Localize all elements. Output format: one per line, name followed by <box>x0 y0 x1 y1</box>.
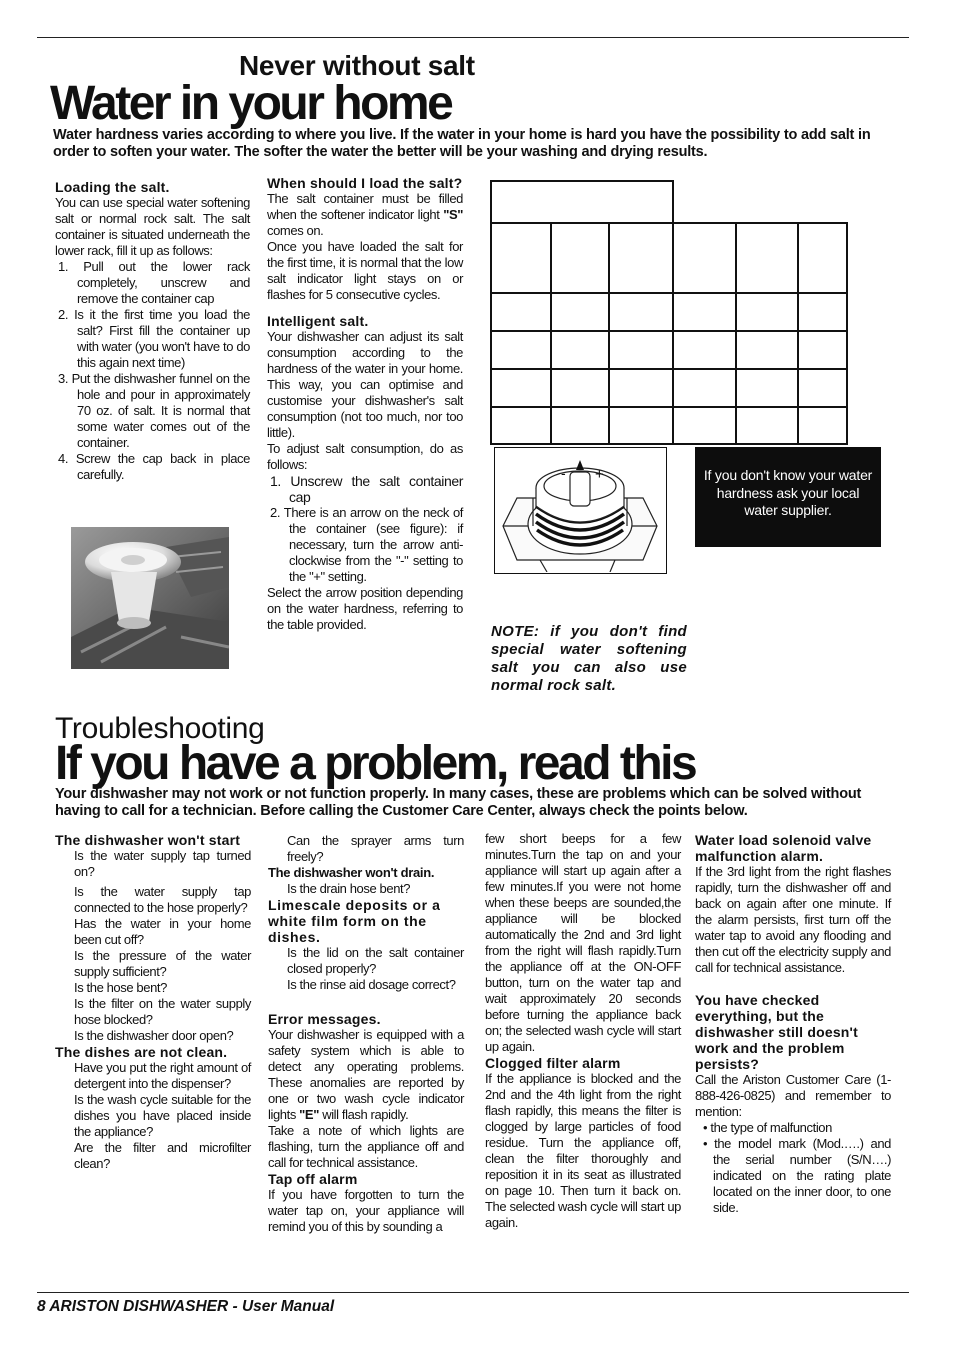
top-rule <box>37 37 909 38</box>
rock-salt-note: NOTE: if you don't find special water softening salt you can also use normal rock salt. <box>491 623 687 694</box>
solenoid-column <box>695 832 891 1216</box>
adjust-para: To adjust salt consumption, do as follows: <box>267 441 463 472</box>
first-time-para: Once you have loaded the salt for the first time, it is normal that the low salt indicator light stays on or flashes for 5 consecutive cycles. <box>267 239 463 302</box>
loading-salt-para: You can use special water softening salt or normal rock salt. The salt container is situated underneath the lower rack, fill it up as follows: <box>55 195 250 258</box>
check-item: Is the dishwasher door open? <box>74 1028 234 1043</box>
check-item: Is the drain hose bent? <box>287 881 411 896</box>
error-text-b: will flash rapidly. <box>322 1107 409 1122</box>
when-load-column <box>267 175 463 633</box>
check-item: Is the lid on the salt container closed properly? <box>287 945 464 976</box>
wont-start-column <box>55 832 251 1172</box>
loading-step: 4. Screw the cap back in place carefully. <box>58 451 250 482</box>
when-load-text-b: comes on. <box>267 223 324 238</box>
mention-bullet: • the model mark (Mod.….) and the serial number (S/N….) indicated on the rating plate located on the inner door, to one side. <box>703 1136 891 1215</box>
loading-salt-heading: Loading the salt. <box>55 179 170 195</box>
solenoid-heading: Water load solenoid valve malfunction alarm. <box>695 832 872 864</box>
check-item: Is the rinse aid dosage correct? <box>287 977 456 992</box>
problem-intro: Your dishwasher may not work or not function properly. In many cases, these are problems which can be solved without having to call for a technician. Before calling the Customer Care Center, always check the points below. <box>55 786 862 819</box>
loading-step: 1. Pull out the lower rack completely, unscrew and remove the container cap <box>58 259 250 306</box>
check-item: Is the water supply tap connected to the hose properly? <box>74 884 251 915</box>
check-item: Is the water supply tap turned on? <box>74 848 251 879</box>
drain-column <box>268 833 464 1235</box>
water-hardness-info-box: If you don't know your water hardness ask your local water supplier. <box>695 447 881 547</box>
check-item: Are the filter and microfilter clean? <box>74 1140 251 1171</box>
clogged-filter-para: If the appliance is blocked and the 2nd and the 4th light from the right flash rapidly, this means the filter is clogged by large particles of food residue. Turn the appliance off, clean the filter thoroughly and reposition it in its seat as illustrated on page 10. Then turn it back on. The selected wash cycle will start up again. <box>485 1071 681 1230</box>
dishes-not-clean-heading: The dishes are not clean. <box>55 1044 228 1060</box>
check-item: Have you put the right amount of detergent into the dispenser? <box>74 1060 251 1091</box>
when-load-para <box>267 191 463 239</box>
mention-bullet: • the type of malfunction <box>703 1120 832 1135</box>
adjust-step: 1. Unscrew the salt container cap <box>270 473 463 505</box>
table-lines <box>490 180 848 445</box>
check-item: Is the hose bent? <box>74 980 167 995</box>
wont-drain-heading: The dishwasher won't drain. <box>268 865 435 880</box>
wont-start-heading: The dishwasher won't start <box>55 832 241 848</box>
when-load-text-a: The salt container must be filled when the softener indicator light <box>267 191 463 222</box>
intelligent-salt-heading: Intelligent salt. <box>267 313 369 329</box>
bottom-rule <box>37 1292 909 1293</box>
clogged-filter-heading: Clogged filter alarm <box>485 1055 621 1071</box>
loading-salt-column <box>55 179 250 483</box>
when-load-heading: When should I load the salt? <box>267 175 463 191</box>
salt-cap-figure <box>494 447 667 574</box>
select-arrow-para: Select the arrow position depending on the water hardness, referring to the table provided. <box>267 585 463 632</box>
cap-minus-label: - <box>561 465 566 481</box>
section-subtitle-troubleshooting: Troubleshooting <box>55 712 265 745</box>
customer-care-para: Call the Ariston Customer Care (1-888-426-0825) and remember to mention: <box>695 1072 891 1119</box>
tap-off-para: If you have forgotten to turn the water tap on, your appliance will remind you of this by sounding a <box>268 1187 464 1234</box>
cap-plus-label: + <box>595 466 604 483</box>
adjust-step: 2. There is an arrow on the neck of the container (see figure): if necessary, turn the arrow anti-clockwise from the "-" setting to the "+" setting. <box>270 505 463 584</box>
limescale-heading: Limescale deposits or a white film form on the dishes. <box>268 897 441 945</box>
page-footer: 8 ARISTON DISHWASHER - User Manual <box>37 1298 335 1315</box>
error-note-para: Take a note of which lights are flashing, turn the appliance off and call for technical assistance. <box>268 1123 464 1170</box>
section-subtitle-salt: Never without salt <box>239 50 475 81</box>
loading-step: 2. Is it the first time you load the salt? First fill the container up with water (you won't have to do this again next time) <box>58 307 250 370</box>
check-item: Is the filter on the water supply hose blocked? <box>74 996 251 1027</box>
tap-off-continued-para: few short beeps for a few minutes.Turn the tap on and your appliance will start up again after a few minutes.If you were not home when these beeps are sounded,the appliance will be blocked automatically the 2nd and 3rd light from the right will flash rapidly.Turn the appliance off at the ON-OFF button, turn on the water tap and wait approximately 20 seconds before turning the appliance back on; the selected wash cycle will start up again. <box>485 831 681 1054</box>
salt-container-photo <box>71 527 229 669</box>
error-text-a: Your dishwasher is equipped with a safety system which is able to detect any operating problems. These anomalies are reported by one or two wash cycle indicator lights <box>268 1027 464 1122</box>
check-item: Has the water in your home been cut off? <box>74 916 251 947</box>
solenoid-para: If the 3rd light from the right flashes rapidly, turn the dishwasher off and back on again after one minute. If the alarm persists, first turn off the water tap to avoid any flooding and then cut off the electricity supply and call for technical assistance. <box>695 864 891 975</box>
error-messages-heading: Error messages. <box>268 1011 381 1027</box>
still-not-working-heading: You have checked everything, but the dishwasher still doesn't work and the problem persists? <box>695 992 858 1072</box>
water-hardness-table <box>490 180 848 445</box>
intelligent-salt-para: Your dishwasher can adjust its salt consumption according to the hardness of the water in your home. This way, you can optimise and customise your dishwasher's salt consumption (not too much, nor too little). <box>267 329 463 440</box>
indicator-s-label: "S" <box>443 207 463 222</box>
loading-step: 3. Put the dishwasher funnel on the hole and pour in approximately 70 oz. of salt. It is normal that some water comes out of the container. <box>58 371 250 450</box>
check-item: Can the sprayer arms turn freely? <box>287 833 464 864</box>
section-title-water: Water in your home <box>50 77 452 130</box>
error-messages-para <box>268 1027 464 1123</box>
water-intro: Water hardness varies according to where you live. If the water in your home is hard you have the possibility to add salt in order to soften your water. The softer the water the better will be your washing and drying results. <box>53 127 871 160</box>
section-title-problem: If you have a problem, read this <box>55 737 696 790</box>
check-item: Is the wash cycle suitable for the dishes you have placed inside the appliance? <box>74 1092 251 1139</box>
tap-off-heading: Tap off alarm <box>268 1171 358 1187</box>
indicator-e-label: "E" <box>299 1107 319 1122</box>
alarm-column <box>485 831 681 1231</box>
check-item: Is the pressure of the water supply sufficient? <box>74 948 251 979</box>
